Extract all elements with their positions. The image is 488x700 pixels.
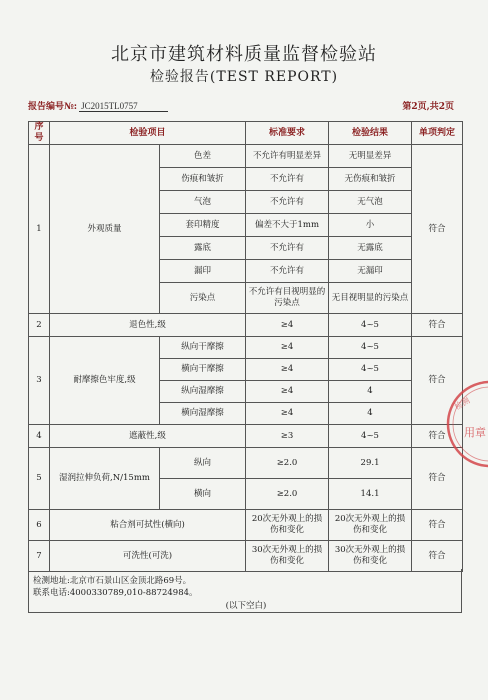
cell-group: 耐摩擦色牢度,级 [50,337,160,425]
cell-item: 套印精度 [160,214,246,237]
cell-res: 无漏印 [329,260,412,283]
cell-res: 4 [329,403,412,425]
cell-no: 6 [29,510,50,541]
cell-res: 无目视明显的污染点 [329,283,412,314]
cell-no: 1 [29,145,50,314]
cell-item: 色差 [160,145,246,168]
footer-phone: 联系电话:4000330789,010-88724984。 [33,588,198,598]
cell-req: ≥4 [246,359,329,381]
cell-item: 气泡 [160,191,246,214]
cell-verdict: 符合 [412,541,463,572]
cell-verdict: 符合 [412,510,463,541]
cell-no: 4 [29,425,50,448]
cell-item: 横向湿摩擦 [160,403,246,425]
page-indicator: 第2页,共2页 [402,102,454,112]
cell-verdict: 符合 [412,448,463,510]
cell-no: 5 [29,448,50,510]
cell-res: 无明显差异 [329,145,412,168]
cell-item: 纵向湿摩擦 [160,381,246,403]
cell-res: 无伤痕和皱折 [329,168,412,191]
cell-item: 伤痕和皱折 [160,168,246,191]
footer-address: 检测地址:北京市石景山区金顶北路69号。 [33,576,192,586]
seal-text-arc: 检测 [453,395,472,412]
cell-res: 14.1 [329,479,412,510]
cell-item: 横向 [160,479,246,510]
cell-no: 7 [29,541,50,572]
cell-group: 粘合剂可拭性(横向) [50,510,246,541]
header-verdict: 单项判定 [412,122,463,145]
header-no: 序号 [29,122,50,145]
cell-item: 横向干摩擦 [160,359,246,381]
report-subtitle: 检验报告(TEST REPORT) [149,69,339,85]
cell-no: 2 [29,314,50,337]
cell-req: ≥4 [246,337,329,359]
report-number [28,99,168,112]
cell-req: ≥4 [246,381,329,403]
table-row [29,541,463,572]
table-row [29,337,463,359]
cell-req: 20次无外观上的损伤和变化 [246,510,329,541]
cell-no: 3 [29,337,50,425]
cell-verdict: 符合 [412,337,463,425]
table-row [29,145,463,168]
cell-req: 偏差不大于1mm [246,214,329,237]
cell-req: 不允许有 [246,191,329,214]
footer-box [28,569,462,613]
cell-group: 遮蔽性,级 [50,425,246,448]
report-number-label: 报告编号№: [28,102,78,112]
cell-req: 不允许有明显差异 [246,145,329,168]
cell-res: 20次无外观上的损伤和变化 [329,510,412,541]
cell-res: 29.1 [329,448,412,479]
cell-group: 可洗性(可洗) [50,541,246,572]
cell-res: 4 [329,381,412,403]
report-title: 北京市建筑材料质量监督检验站 [111,44,377,65]
cell-req: ≥2.0 [246,448,329,479]
footer-blank-note: (以下空白) [225,601,267,611]
header-item: 检验项目 [50,122,246,145]
cell-req: ≥3 [246,425,329,448]
cell-req: ≥2.0 [246,479,329,510]
cell-res: 30次无外观上的损伤和变化 [329,541,412,572]
cell-req: ≥4 [246,314,329,337]
official-seal-stamp [428,372,488,482]
cell-res: 无气泡 [329,191,412,214]
cell-req: 不允许有目视明显的污染点 [246,283,329,314]
cell-group: 外观质量 [50,145,160,314]
cell-item: 污染点 [160,283,246,314]
header-result: 检验结果 [329,122,412,145]
cell-req: 不允许有 [246,237,329,260]
cell-item: 露底 [160,237,246,260]
table-row [29,448,463,479]
table-row [29,510,463,541]
cell-res: 无露底 [329,237,412,260]
cell-verdict: 符合 [412,314,463,337]
table-header-row [29,122,463,145]
cell-res: 4~5 [329,337,412,359]
table-row [29,425,463,448]
cell-verdict: 符合 [412,425,463,448]
cell-req: 不允许有 [246,260,329,283]
cell-res: 4~5 [329,359,412,381]
cell-req: ≥4 [246,403,329,425]
cell-item: 纵向 [160,448,246,479]
table-row [29,314,463,337]
cell-verdict: 符合 [412,145,463,314]
cell-item: 纵向干摩擦 [160,337,246,359]
cell-item: 漏印 [160,260,246,283]
cell-req: 30次无外观上的损伤和变化 [246,541,329,572]
cell-group: 湿润拉伸负荷,N/15mm [50,448,160,510]
seal-text: 用章 [464,426,486,439]
cell-req: 不允许有 [246,168,329,191]
results-table [28,121,463,572]
cell-res: 4~5 [329,425,412,448]
cell-res: 4~5 [329,314,412,337]
report-number-value: JC2015TL0757 [79,101,168,112]
cell-group: 退色性,级 [50,314,246,337]
header-requirement: 标准要求 [246,122,329,145]
cell-res: 小 [329,214,412,237]
